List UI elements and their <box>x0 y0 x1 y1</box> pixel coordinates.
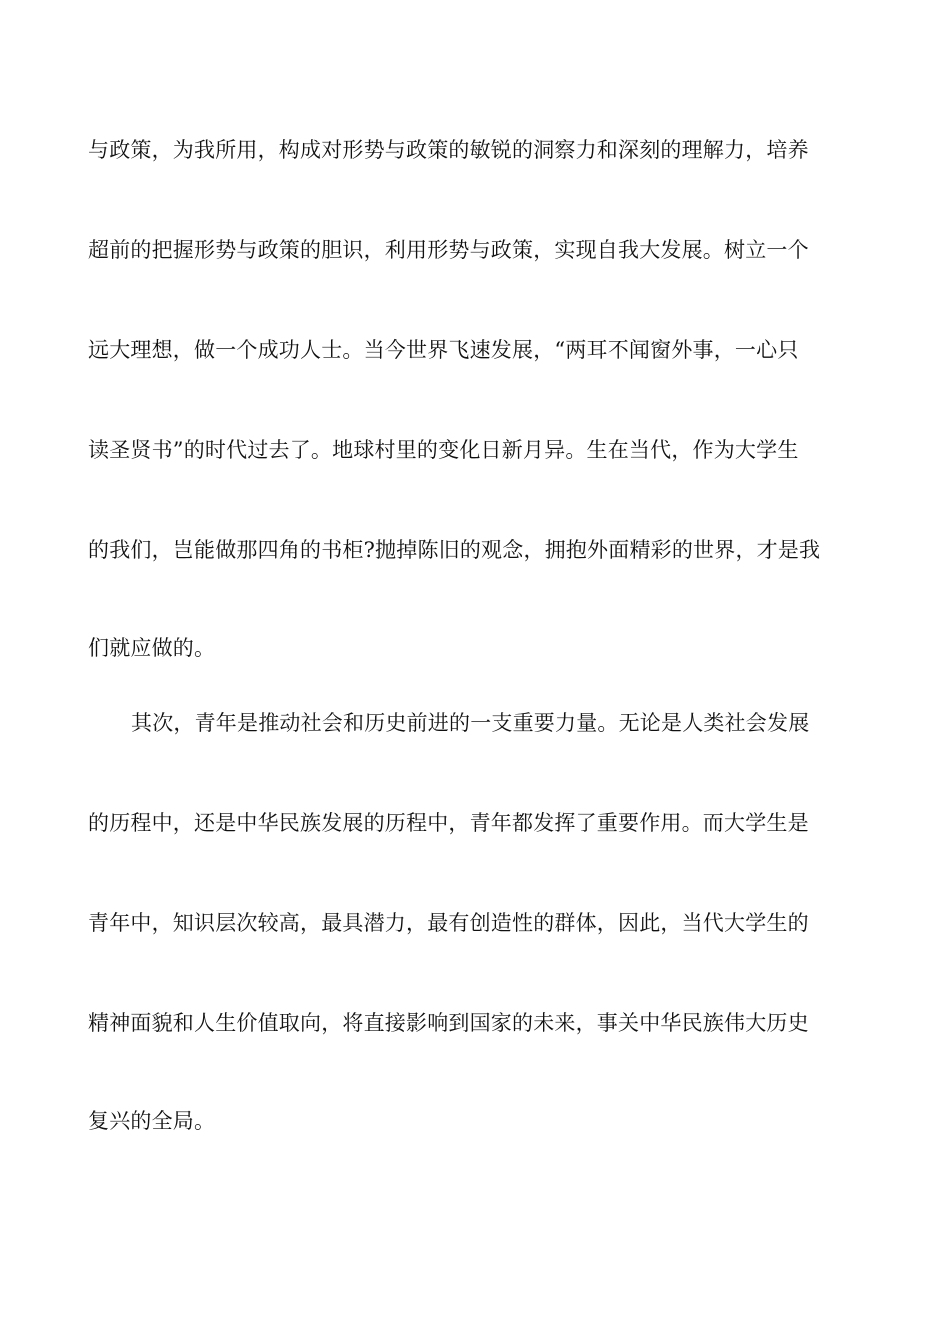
paragraph-line: 青年中，知识层次较高，最具潜力，最有创造性的群体，因此，当代大学生的 <box>88 911 809 935</box>
paragraph-line: 其次，青年是推动社会和历史前进的一支重要力量。无论是人类社会发展 <box>131 711 810 735</box>
paragraph-line: 超前的把握形势与政策的胆识，利用形势与政策，实现自我大发展。树立一个 <box>88 238 809 262</box>
paragraph-line: 们就应做的。 <box>88 636 216 660</box>
paragraph-line: 精神面貌和人生价值取向，将直接影响到国家的未来，事关中华民族伟大历史 <box>88 1011 809 1035</box>
paragraph-line: 的历程中，还是中华民族发展的历程中，青年都发挥了重要作用。而大学生是 <box>88 811 809 835</box>
paragraph-line: 与政策，为我所用，构成对形势与政策的敏锐的洞察力和深刻的理解力，培养 <box>88 138 809 162</box>
paragraph-line: 读圣贤书”的时代过去了。地球村里的变化日新月异。生在当代，作为大学生 <box>88 438 799 462</box>
paragraph-line: 远大理想，做一个成功人士。当今世界飞速发展，“两耳不闻窗外事，一心只 <box>88 338 799 362</box>
paragraph-line: 复兴的全局。 <box>88 1109 216 1133</box>
paragraph-line: 的我们，岂能做那四角的书柜?抛掉陈旧的观念，拥抱外面精彩的世界，才是我 <box>88 538 821 562</box>
